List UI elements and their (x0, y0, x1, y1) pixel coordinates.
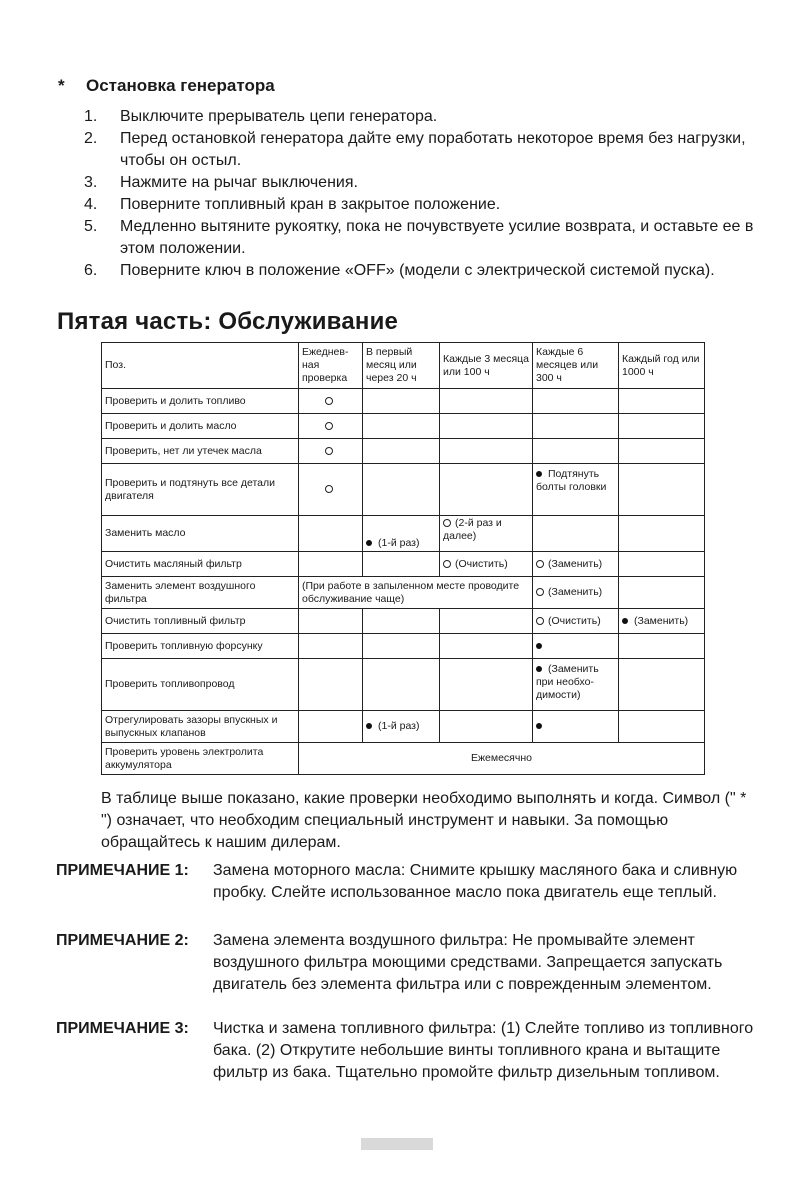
header-3-months: Каждые 3 месяца или 100 ч (440, 343, 533, 389)
table-explanation: В таблице выше показано, какие проверки необходимо выполнять и когда. Символ (" * ") означает, что необходим специальный инструмент и навыки. За помощью обращайтесь к нашим дилерам. (101, 790, 747, 851)
table-row: Заменить масло (1-й раз) (2-й раз и далее) (102, 516, 705, 552)
list-item: 3. Нажмите на рычаг выключения. (84, 174, 358, 191)
table-row: Заменить элемент воздушного фильтра (При работе в запыленном месте проводите обслуживание чаще) (Заменить) (102, 577, 705, 609)
table-row: Проверить топливопровод (Заменить при необхо-димости) (102, 659, 705, 711)
table-row: Проверить и подтянуть все детали двигателя Подтянуть болты головки (102, 464, 705, 516)
open-circle-icon (325, 447, 333, 455)
stop-section-title: Остановка генератора (86, 76, 275, 95)
note-2: ПРИМЕЧАНИЕ 2: Замена элемента воздушного фильтра: Не промывайте элемент воздушного фильтра моющими средствами. Запрещается запускать двигатель без элемента фильтра или с поврежденным элементом. (56, 932, 723, 993)
table-row: Очистить масляный фильтр (Очистить) (Заменить) (102, 552, 705, 577)
header-yearly: Каждый год или 1000 ч (619, 343, 705, 389)
open-circle-icon (536, 617, 544, 625)
stop-steps-list (84, 106, 754, 282)
filled-dot-icon (536, 643, 542, 649)
open-circle-icon (325, 422, 333, 430)
open-circle-icon (325, 485, 333, 493)
table-row: Проверить и долить топливо (102, 389, 705, 414)
filled-dot-icon (536, 471, 542, 477)
table-row: Проверить, нет ли утечек масла (102, 439, 705, 464)
table-row: Очистить топливный фильтр (Очистить) (Заменить) (102, 609, 705, 634)
table-row: Проверить и долить масло (102, 414, 705, 439)
list-item: 6. Поверните ключ в положение «OFF» (модели с электрической системой пуска). (84, 262, 715, 279)
list-item: 2. Перед остановкой генератора дайте ему поработать некоторое время без нагрузки, чтобы он остыл. (84, 130, 746, 169)
note-1: ПРИМЕЧАНИЕ 1: Замена моторного масла: Снимите крышку масляного бака и сливную пробку. Слейте использованное масло пока двигатель еще теплый. (56, 862, 738, 901)
header-6-months: Каждые 6 месяцев или 300 ч (533, 343, 619, 389)
filled-dot-icon (536, 723, 542, 729)
header-daily: Ежеднев-ная проверка (299, 343, 363, 389)
list-item: 1. Выключите прерыватель цепи генератора. (84, 108, 438, 125)
filled-dot-icon (366, 540, 372, 546)
table-header-row (102, 343, 705, 389)
asterisk-marker: * (58, 76, 65, 95)
open-circle-icon (443, 519, 451, 527)
table-row: Отрегулировать зазоры впускных и выпускных клапанов (1-й раз) (102, 711, 705, 743)
open-circle-icon (325, 397, 333, 405)
list-item: 4. Поверните топливный кран в закрытое положение. (84, 196, 501, 213)
stop-section-heading (58, 76, 275, 96)
header-item: Поз. (102, 343, 299, 389)
table-row: Проверить уровень электролита аккумулятора Ежемесячно (102, 743, 705, 775)
table-row: Проверить топливную форсунку (102, 634, 705, 659)
maintenance-table (101, 342, 705, 775)
note-3: ПРИМЕЧАНИЕ 3: Чистка и замена топливного фильтра: (1) Слейте топливо из топливного бака. (2) Открутите небольшие винты топливного крана и вытащите фильтр из бака. Тщательно промойте фильтр дизельным топливом. (56, 1020, 754, 1081)
filled-dot-icon (366, 723, 372, 729)
page-number-bar (361, 1138, 433, 1150)
open-circle-icon (443, 560, 451, 568)
filled-dot-icon (622, 618, 628, 624)
page-title: Пятая часть: Обслуживание (57, 308, 399, 335)
header-first-month: В первый месяц или через 20 ч (363, 343, 440, 389)
open-circle-icon (536, 588, 544, 596)
filled-dot-icon (536, 666, 542, 672)
open-circle-icon (536, 560, 544, 568)
list-item: 5. Медленно вытяните рукоятку, пока не почувствуете усилие возврата, и оставьте ее в этом положении. (84, 218, 754, 257)
